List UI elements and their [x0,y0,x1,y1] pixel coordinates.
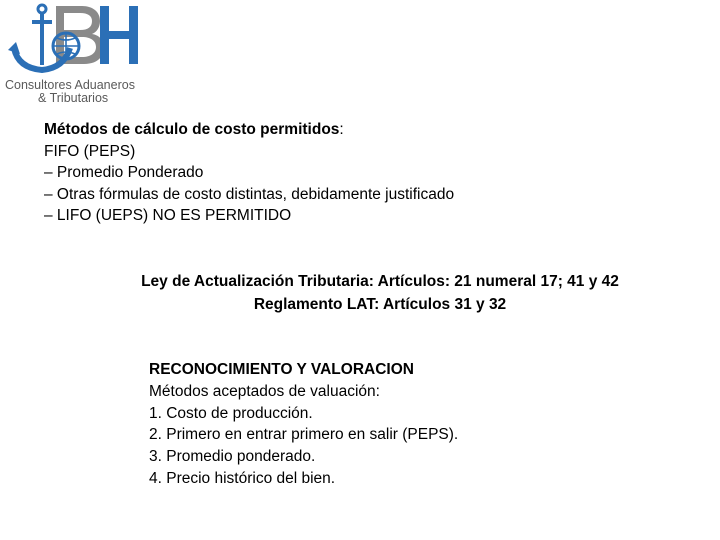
cost-method-item: – Promedio Ponderado [44,164,204,181]
cost-methods-section [44,119,454,227]
logo-caption [5,79,135,105]
logo-caption-line2: & Tributarios [38,91,109,105]
valuation-method-item: 4. Precio histórico del bien. [149,469,336,487]
company-logo [4,2,154,106]
cost-method-item: – Otras fórmulas de costo distintas, debidamente justificado [44,185,455,203]
anchor-globe-icon [4,2,154,82]
cost-methods-title-colon: : [339,121,344,138]
valuation-method-item: 3. Promedio ponderado. [149,448,316,466]
legal-reference [60,270,700,316]
cost-method-item: – LIFO (UEPS) NO ES PERMITIDO [44,207,292,224]
recognition-subheading: Métodos aceptados de valuación: [149,382,380,400]
law-reference-line: Ley de Actualización Tributaria: Artículos: 21 numeral 17; 41 y 42 [141,273,619,290]
cost-method-item: FIFO (PEPS) [44,142,136,160]
valuation-method-item: 1. Costo de producción. [149,404,313,422]
cost-methods-title [44,119,454,141]
valuation-method-item: 2. Primero en entrar primero en salir (PEPS). [149,426,459,444]
regulation-reference-line: Reglamento LAT: Artículos 31 y 32 [253,296,507,313]
recognition-section [149,359,458,490]
logo-caption-line1: Consultores Aduaneros [5,78,135,92]
recognition-heading: RECONOCIMIENTO Y VALORACION [149,361,414,378]
cost-methods-title-text: Métodos de cálculo de costo permitidos [44,121,340,138]
